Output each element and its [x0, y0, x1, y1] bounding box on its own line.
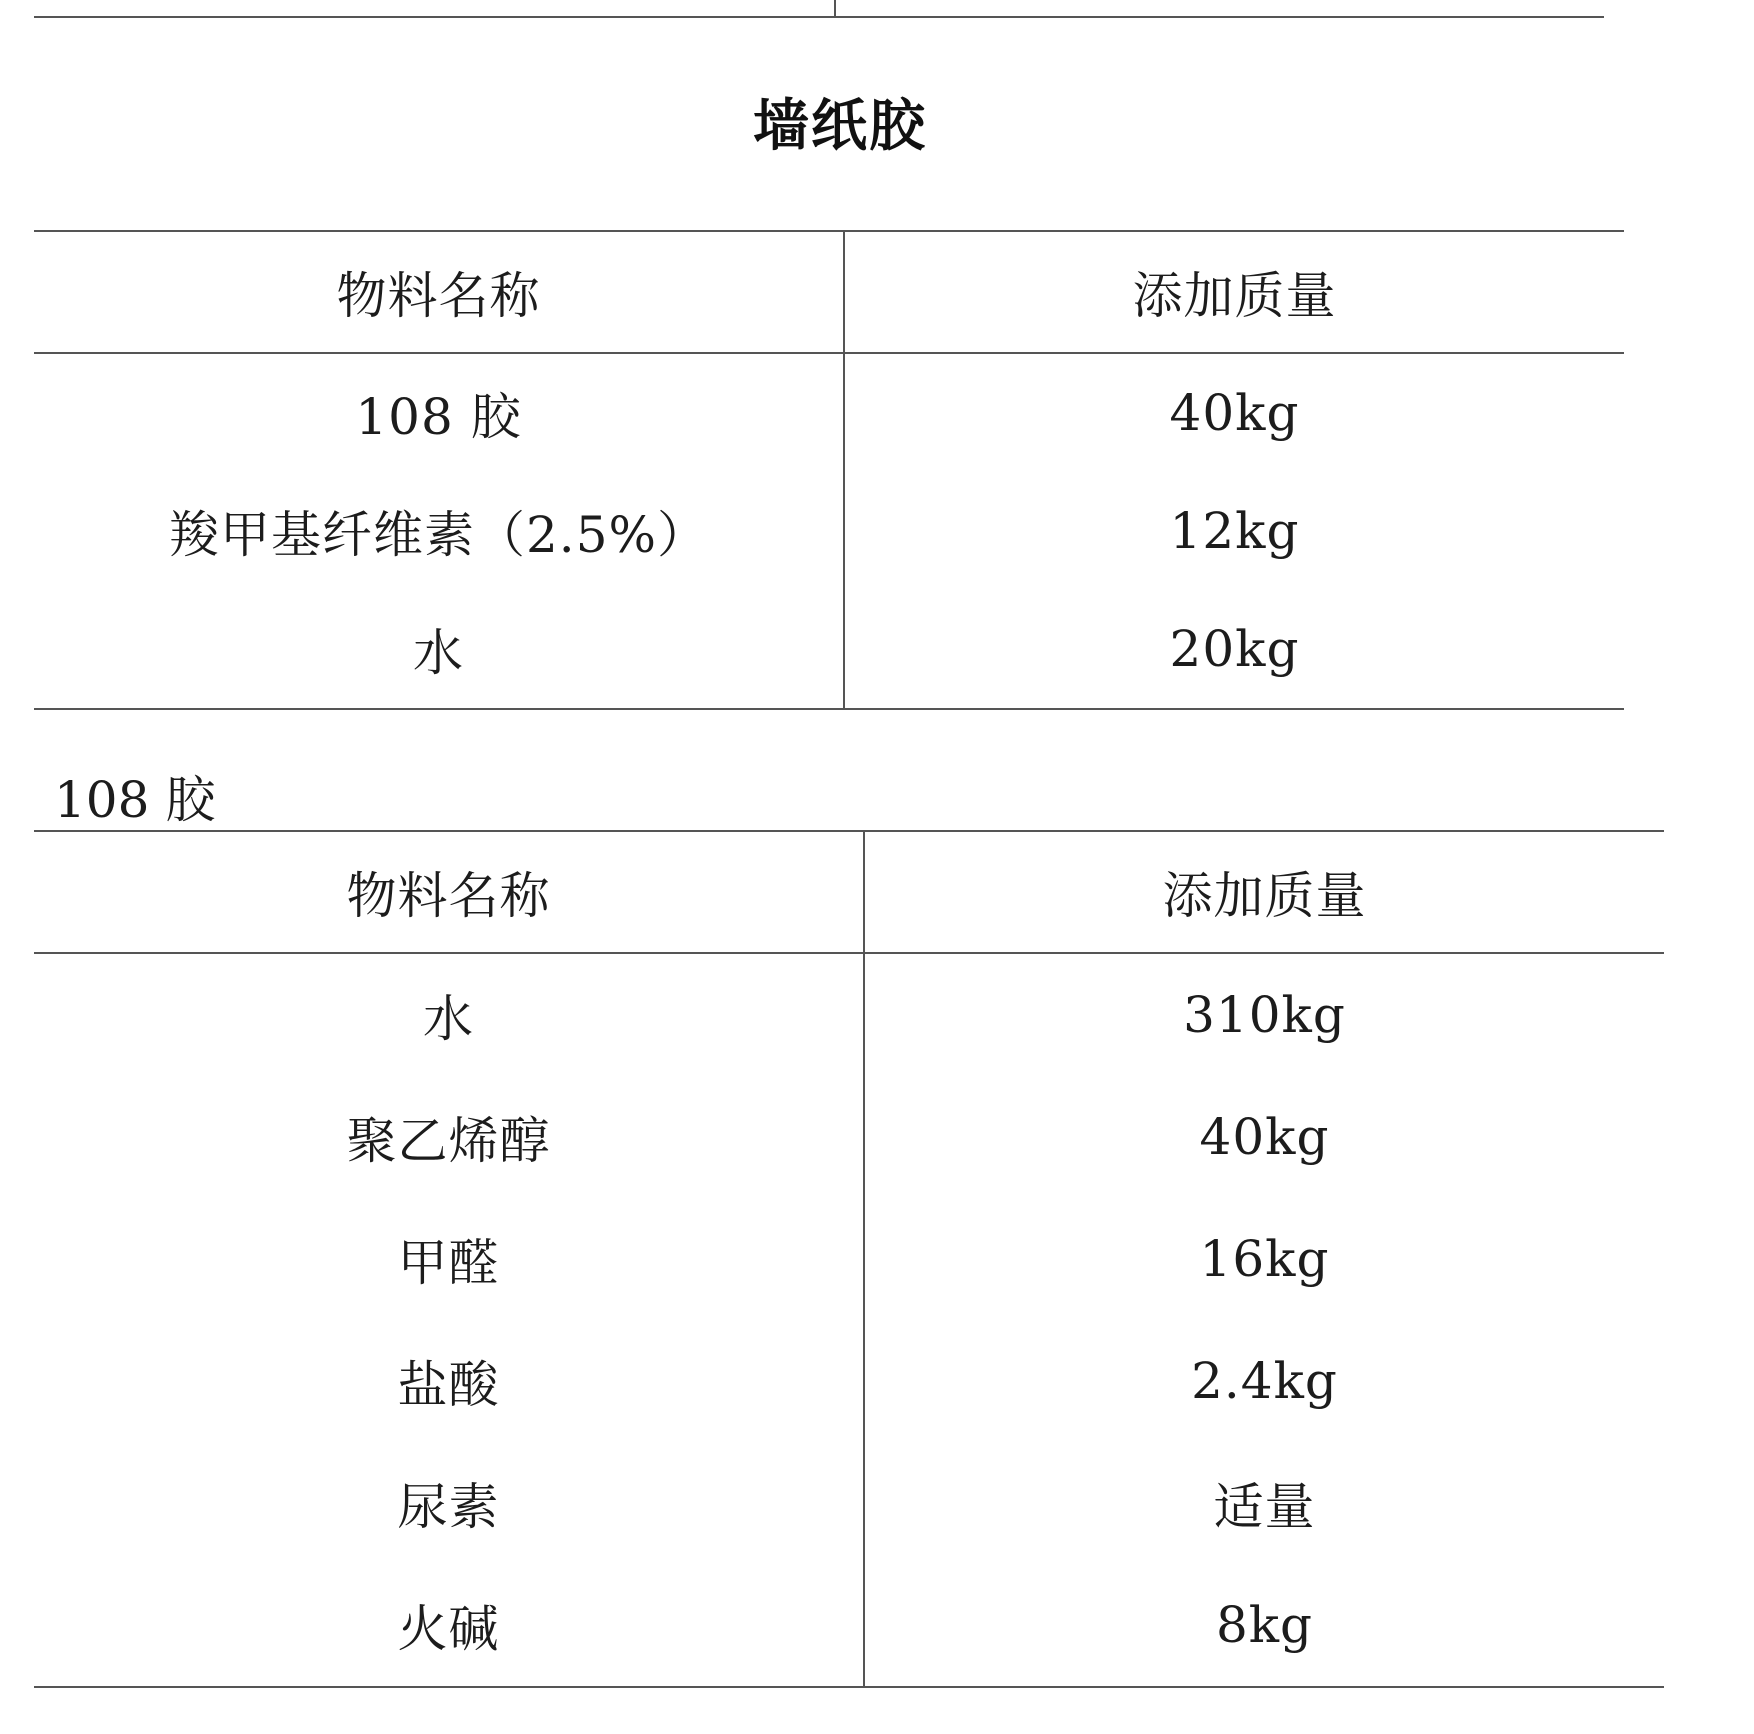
material-name-cell: 聚乙烯醇 [34, 1076, 864, 1198]
added-mass-cell: 310kg [1183, 986, 1346, 1044]
added-mass-cell: 适量 [1213, 1478, 1316, 1536]
table-row [34, 953, 1664, 1076]
header-material-name: 物料名称 [34, 231, 844, 353]
material-name-cell: 108 胶 [34, 353, 844, 472]
table-header-row [34, 231, 1624, 353]
material-name-cell: 尿素 [34, 1442, 864, 1564]
table-row [34, 1564, 1664, 1687]
table-row [34, 1076, 1664, 1198]
108-glue-table [34, 830, 1664, 1688]
added-mass-cell: 40kg [1169, 384, 1300, 442]
section-title-108-glue: 108 胶 [54, 771, 216, 829]
table-row [34, 1320, 1664, 1442]
table-header-row [34, 831, 1664, 953]
table-row [34, 590, 1624, 709]
material-name-cell: 水 [34, 590, 844, 709]
added-mass-cell: 16kg [1199, 1230, 1330, 1288]
added-mass-cell: 2.4kg [1191, 1352, 1338, 1410]
wallpaper-glue-table [34, 230, 1624, 710]
table-row [34, 353, 1624, 472]
material-name-cell: 火碱 [34, 1564, 864, 1687]
previous-table-column-divider [834, 0, 836, 16]
added-mass-cell: 40kg [1199, 1108, 1330, 1166]
previous-table-bottom-edge [34, 0, 1604, 18]
section-title-wallpaper-glue: 墙纸胶 [753, 94, 927, 159]
material-name-cell: 羧甲基纤维素（2.5%） [34, 472, 844, 590]
table-row [34, 1442, 1664, 1564]
header-material-name: 物料名称 [34, 831, 864, 953]
table-row [34, 472, 1624, 590]
header-added-mass: 添加质量 [864, 831, 1664, 953]
material-name-cell: 甲醛 [34, 1198, 864, 1320]
table-row [34, 1198, 1664, 1320]
added-mass-cell: 8kg [864, 1564, 1664, 1687]
added-mass-cell: 20kg [844, 590, 1624, 709]
header-added-mass: 添加质量 [844, 231, 1624, 353]
material-name-cell: 水 [34, 953, 864, 1076]
added-mass-cell: 12kg [1169, 502, 1300, 560]
material-name-cell: 盐酸 [34, 1320, 864, 1442]
